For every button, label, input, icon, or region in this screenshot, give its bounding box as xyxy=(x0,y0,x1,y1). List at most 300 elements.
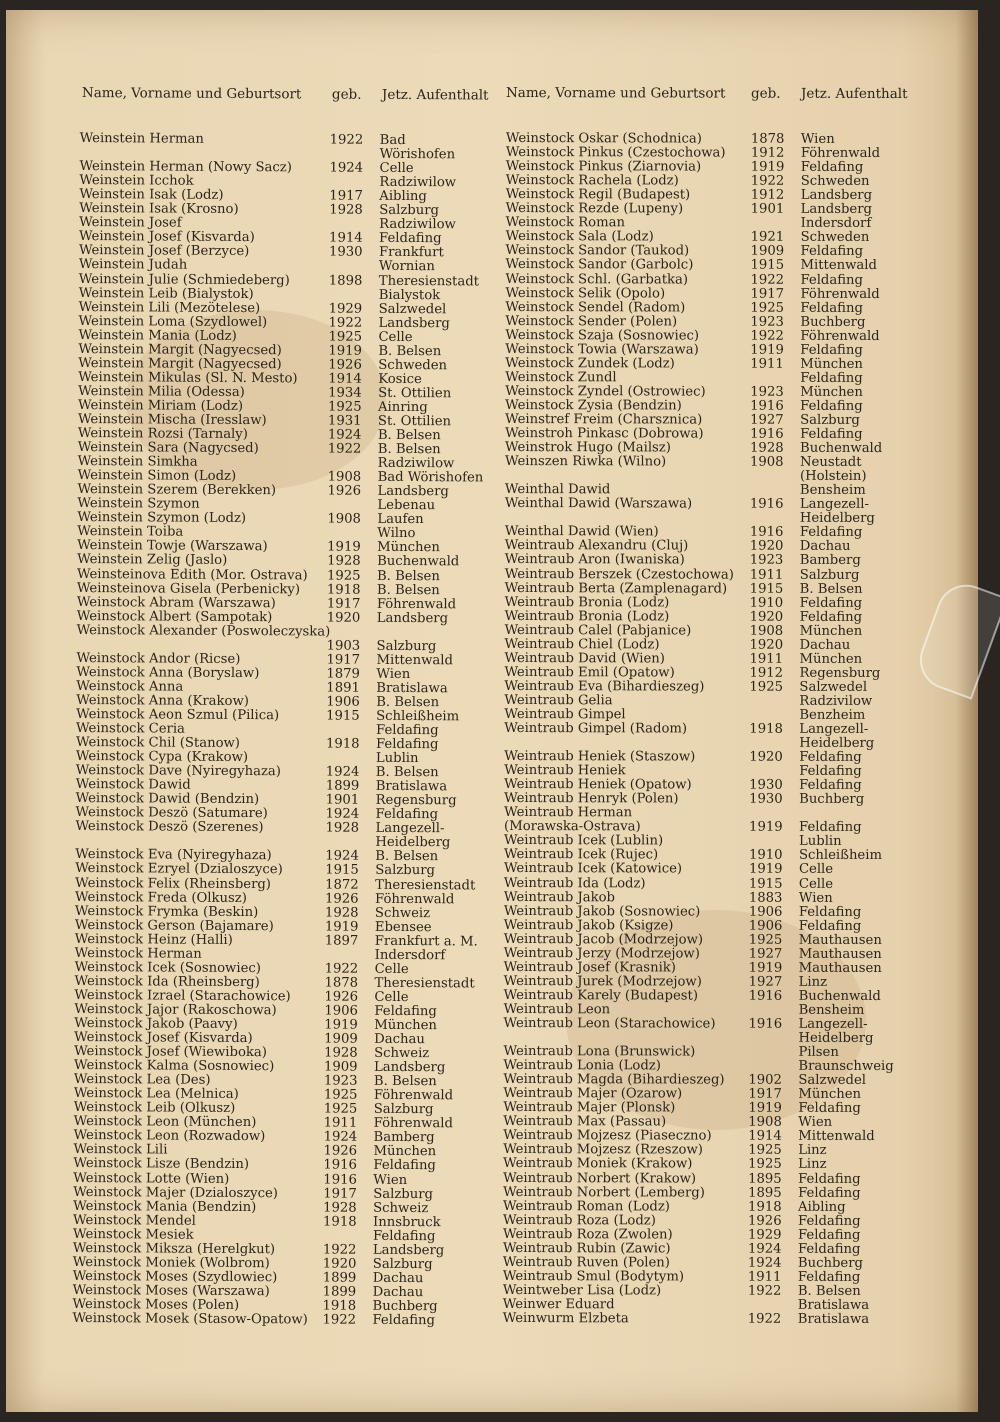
entry-name: Weintraub Lonia (Lodz) xyxy=(503,1058,661,1074)
entry-born: 1922 xyxy=(329,132,364,148)
entry-born: 1897 xyxy=(324,933,359,949)
entry-residence: Celle xyxy=(379,160,414,177)
entry-name: Weintraub Herman xyxy=(504,805,633,821)
entry-born: 1930 xyxy=(749,791,783,807)
entry-born: 1926 xyxy=(327,483,362,499)
entry-born: 1918 xyxy=(749,721,783,737)
entry-born: 1924 xyxy=(325,806,360,823)
entry-residence: Feldafing xyxy=(799,763,862,780)
entry-name: Weinstock Mesiek xyxy=(72,1226,194,1243)
entry-name: Weinstock Lea (Des) xyxy=(73,1072,211,1089)
entry-born: 1928 xyxy=(327,553,361,570)
entry-name: Weinstock Rezde (Lupeny) xyxy=(505,201,684,217)
entry-residence: B. Belsen xyxy=(375,849,439,865)
entry-name: Weinstock Anna (Boryslaw) xyxy=(76,664,260,681)
entry-born: 1916 xyxy=(750,426,784,442)
entry-residence: Föhrenwald xyxy=(800,328,880,344)
entry-residence: Föhrenwald xyxy=(373,1116,453,1132)
entry-residence: Landsberg xyxy=(378,315,450,331)
entry-born: 1916 xyxy=(748,1016,783,1032)
entry-name: Weintraub Jacob (Modrzejow) xyxy=(503,931,704,948)
entry-born: 1922 xyxy=(324,961,359,977)
entry-residence: Wien xyxy=(376,666,411,682)
entry-residence: Kosice xyxy=(378,371,422,387)
entry-residence: Linz xyxy=(798,1143,827,1159)
entry-residence: Salzburg xyxy=(800,412,860,428)
entry-name: Weintraub Mojzesz (Piaseczno) xyxy=(503,1128,712,1144)
entry-residence: Bad Wörishofen xyxy=(377,469,484,486)
entry-born: 1923 xyxy=(750,384,784,400)
entry-residence: Radzivilow xyxy=(799,693,873,709)
entry-residence: Feldafing xyxy=(799,777,862,794)
entry-name: Weintraub Jakob (Sosnowiec) xyxy=(503,903,701,920)
entry-born: 1926 xyxy=(748,1213,782,1229)
entry-name: Weinstock Leon (Rozwadow) xyxy=(73,1128,266,1145)
entry-born: 1914 xyxy=(329,230,363,247)
entry-residence: Buchberg xyxy=(799,792,865,808)
entry-name: Weinstein Josef (Kisvarda) xyxy=(79,229,255,246)
entry-born: 1919 xyxy=(748,1100,782,1117)
entry-born: 1916 xyxy=(748,988,783,1004)
document-page xyxy=(6,10,978,1412)
entry-born: 1922 xyxy=(322,1312,357,1328)
entry-residence: Wien xyxy=(800,131,835,147)
entry-born: 1918 xyxy=(748,1199,782,1215)
entry-born: 1925 xyxy=(327,399,362,415)
entry-born: 1924 xyxy=(327,427,362,443)
entry-residence: Feldafing xyxy=(375,736,439,753)
entry-residence: Dachau xyxy=(372,1270,424,1286)
entry-residence: B. Belsen xyxy=(376,694,440,711)
entry-name: Weinstein Milia (Odessa) xyxy=(78,383,245,400)
entry-residence: Salzwedel xyxy=(799,679,868,695)
entry-born: 1918 xyxy=(322,1298,357,1314)
entry-residence: B. Belsen xyxy=(378,343,442,359)
entry-residence: Feldafing xyxy=(800,300,863,316)
entry-born: 1918 xyxy=(323,1214,357,1230)
entry-residence: B. Belsen xyxy=(376,582,440,598)
entry-residence: Feldafing xyxy=(373,1158,436,1174)
entry-born: 1925 xyxy=(748,1157,782,1173)
right-column xyxy=(503,86,916,1327)
entry-name: Weintweber Lisa (Lodz) xyxy=(502,1282,662,1299)
entry-born: 1902 xyxy=(748,1072,782,1088)
entry-residence: Feldafing xyxy=(372,1312,436,1329)
entry-residence: Salzburg xyxy=(375,863,436,879)
header-residence: Jetz. Aufenthalt xyxy=(800,85,908,103)
entry-born: 1923 xyxy=(749,553,784,569)
entry-name: Weintraub Roza (Lodz) xyxy=(503,1212,656,1229)
entry-name: Weinstock Herman xyxy=(74,945,202,962)
entry-name: Weinstein Rozsi (Tarnaly) xyxy=(77,426,248,443)
entry-residence: Frankfurt a. M. xyxy=(374,933,478,950)
left-entry-list xyxy=(72,118,499,1329)
right-column-header xyxy=(506,86,916,119)
entry-residence: Mauthausen xyxy=(798,946,882,962)
header-residence: Jetz. Aufenthalt xyxy=(381,86,489,104)
entry-name: Weintraub Karely (Budapest) xyxy=(503,987,699,1004)
entry-residence: Langezell- xyxy=(375,821,445,837)
entry-residence: Feldafing xyxy=(375,807,439,823)
entry-name: Weinstock Lotte (Wien) xyxy=(73,1170,230,1187)
entry-name: Weinstock Lea (Melnica) xyxy=(73,1086,239,1103)
list-item xyxy=(504,722,914,737)
entry-name: Weintraub Bronia (Lodz) xyxy=(504,594,670,611)
entry-born: 1920 xyxy=(749,539,784,555)
entry-name: Weinstock Abram (Warszawa) xyxy=(76,594,276,611)
entry-name: Weinstock Zundl xyxy=(505,369,617,386)
entry-residence: Indersdorf xyxy=(800,216,872,232)
entry-name: Weintraub Norbert (Krakow) xyxy=(503,1170,697,1187)
entry-residence: Braunschweig xyxy=(798,1058,894,1075)
entry-residence: Mauthausen xyxy=(798,960,882,976)
entry-residence: München xyxy=(798,1087,862,1103)
entry-name: Weinstock Pinkus (Ziarnovia) xyxy=(505,159,702,175)
entry-name: Weintraub Icek (Rujec) xyxy=(503,847,659,863)
entry-born: 1919 xyxy=(324,1017,358,1033)
entry-born: 1909 xyxy=(750,244,785,260)
entry-name: Weinwurm Elzbeta xyxy=(502,1310,629,1327)
entry-name: Weinstock Lili xyxy=(73,1142,168,1158)
entry-name: Weinstock Dave (Nyiregyhaza) xyxy=(75,763,281,780)
entry-born: 1924 xyxy=(323,1129,358,1146)
entry-residence: Salzburg xyxy=(373,1102,434,1118)
entry-born: 1919 xyxy=(328,343,362,359)
entry-residence: Frankfurt xyxy=(378,245,444,261)
entry-name: Weinstock Moniek (Wolbrom) xyxy=(72,1254,270,1271)
entry-residence: Feldafing xyxy=(797,1269,861,1285)
entry-name: Weintraub Eva (Bihardieszeg) xyxy=(504,678,705,695)
entry-residence: Heidelberg xyxy=(375,835,451,851)
entry-residence: Feldafing xyxy=(379,231,442,247)
entry-name: Weinstock Jakob (Paavy) xyxy=(74,1015,238,1032)
entry-residence: Radziwilow xyxy=(379,175,457,191)
entry-residence: Mittenwald xyxy=(800,258,877,274)
entry-residence: Schweiz xyxy=(373,1200,429,1216)
entry-born: 1922 xyxy=(328,315,363,331)
entry-name: Weinstock Eva (Nyiregyhaza) xyxy=(75,847,272,864)
entry-residence: Feldafing xyxy=(798,1185,861,1201)
entry-name: Weinstock Ceria xyxy=(76,721,185,737)
entry-name: Weinstein Simon (Lodz) xyxy=(77,468,237,485)
entry-name: Weintraub Jakob (Ksigze) xyxy=(503,917,674,934)
entry-born: 1916 xyxy=(749,496,784,512)
entry-residence: Aibling xyxy=(798,1199,846,1215)
entry-born: 1917 xyxy=(326,596,361,612)
entry-residence: Landsberg xyxy=(800,202,873,218)
entry-residence: Theresienstadt xyxy=(375,877,476,893)
entry-name: Weinstock Ida (Rheinsberg) xyxy=(74,973,260,990)
entry-name: Weinstock Ezryel (Dzialoszyce) xyxy=(75,861,283,878)
entry-residence: St. Ottilien xyxy=(377,413,452,430)
entry-residence: Föhrenwald xyxy=(373,1088,454,1104)
entry-name: Weinstock Dawid xyxy=(75,777,191,793)
entry-residence: Feldafing xyxy=(799,749,862,766)
entry-name: Weintraub Emil (Opatow) xyxy=(504,664,675,681)
header-born: geb. xyxy=(750,85,781,102)
entry-residence: Landsberg xyxy=(377,484,449,500)
entry-residence: B. Belsen xyxy=(373,1074,437,1090)
entry-residence: Benzheim xyxy=(799,707,866,723)
entry-born: 1922 xyxy=(327,441,362,457)
entry-residence: Föhrenwald xyxy=(800,286,880,302)
entry-name: Weinstein Lili (Mezötelese) xyxy=(78,299,261,316)
entry-name: Weinstock Roman xyxy=(505,215,625,231)
entry-residence: Wien xyxy=(373,1172,408,1188)
entry-name: Weinstock Josef (Wiewiboka) xyxy=(74,1044,267,1061)
entry-residence: Innsbruck xyxy=(373,1214,441,1230)
entry-born: 1910 xyxy=(748,848,783,864)
entry-born: 1926 xyxy=(324,891,359,907)
entry-born: 1911 xyxy=(749,651,784,667)
entry-name: Weinstock Oskar (Schodnica) xyxy=(505,131,702,147)
entry-name: Weinstein Leib (Bialystok) xyxy=(78,285,254,302)
entry-born: 1930 xyxy=(328,244,363,261)
entry-residence: Radziwilow xyxy=(379,217,456,233)
entry-name: Weinstein Herman (Nowy Sacz) xyxy=(79,159,292,176)
entry-name: Weintraub Majer (Ozarow) xyxy=(503,1086,683,1102)
entry-residence: Heidelberg xyxy=(798,1030,874,1047)
entry-born: 1872 xyxy=(325,877,359,893)
entry-name: Weinstein Szymon xyxy=(77,496,200,513)
entry-name: Weintraub Majer (Plonsk) xyxy=(503,1100,676,1116)
entry-name: Weinstock Regil (Budapest) xyxy=(505,187,691,203)
entry-born: 1927 xyxy=(748,946,783,962)
entry-born: 1919 xyxy=(324,919,359,935)
entry-name: Weintraub Heniek (Opatow) xyxy=(504,777,692,793)
entry-name: Weinstock Sendel (Radom) xyxy=(505,299,686,316)
entry-residence: Wilno xyxy=(377,526,416,542)
entry-name: Weinthal Dawid (Wien) xyxy=(504,524,659,540)
entry-residence: Langezell- xyxy=(799,721,869,737)
entry-born: 1909 xyxy=(324,1031,358,1047)
entry-born: 1908 xyxy=(748,1114,782,1131)
entry-born: 1895 xyxy=(748,1185,782,1201)
entry-name: Weinstock Izrael (Starachowice) xyxy=(74,987,291,1005)
entry-name: Weinstein Toiba xyxy=(77,524,184,540)
entry-born: 1929 xyxy=(747,1227,782,1243)
entry-name: Weinstock Towia (Warszawa) xyxy=(505,341,699,358)
entry-residence: Wornian xyxy=(378,259,435,275)
entry-name: Weinstock Frymka (Beskin) xyxy=(74,903,259,920)
entry-name: Weintraub Jakob xyxy=(503,889,616,905)
entry-residence: Celle xyxy=(374,961,409,977)
entry-born: 1934 xyxy=(328,385,362,401)
entry-name: Weintraub Roman (Lodz) xyxy=(503,1198,670,1215)
entry-name: Weintraub Mojzesz (Rzeszow) xyxy=(503,1142,703,1158)
left-column xyxy=(72,86,500,1329)
entry-residence: Föhrenwald xyxy=(374,891,455,907)
entry-name: Weinstock Rachela (Lodz) xyxy=(505,173,679,189)
entry-born: 1922 xyxy=(750,328,784,344)
entry-name: Weinwer Eduard xyxy=(502,1296,615,1313)
entry-residence: München xyxy=(800,356,863,372)
entry-name: Weintraub Norbert (Lemberg) xyxy=(503,1184,705,1201)
entry-name: Weinstock Pinkus (Czestochowa) xyxy=(505,145,726,161)
entry-born: 1919 xyxy=(750,159,785,175)
entry-born: 1899 xyxy=(322,1284,357,1300)
entry-born: 1917 xyxy=(329,188,363,204)
entry-residence: Bamberg xyxy=(373,1130,435,1146)
entry-born: 1911 xyxy=(749,567,784,583)
entry-name: Weinstock Andor (Ricse) xyxy=(76,650,241,667)
entry-born: 1914 xyxy=(748,1129,782,1145)
entry-name: Weinstein Margit (Nagyecsed) xyxy=(78,341,282,358)
entry-born: 1929 xyxy=(328,301,363,317)
entry-residence: Laufen xyxy=(377,512,424,528)
entry-born: 1906 xyxy=(326,694,360,710)
entry-name: Weintraub Aron (Iwaniska) xyxy=(504,552,685,568)
entry-residence: München xyxy=(799,651,863,667)
entry-residence: Feldafing xyxy=(374,1003,437,1020)
entry-born: 1920 xyxy=(326,610,361,626)
entry-born: 1925 xyxy=(326,568,361,584)
entry-name: Weintraub Leon (Starachowice) xyxy=(503,1015,716,1032)
entry-born: 1922 xyxy=(750,272,785,288)
entry-born: 1908 xyxy=(749,623,784,639)
entry-name: Weintraub Bronia (Lodz) xyxy=(504,608,670,625)
entry-born: 1925 xyxy=(750,300,785,316)
entry-name: Weintraub Gimpel xyxy=(504,706,626,723)
entry-name: Weinstock Deszö (Szerenes) xyxy=(75,819,264,836)
entry-residence: Feldafing xyxy=(800,370,863,386)
entry-name: Weintraub Lona (Brunswick) xyxy=(503,1044,696,1060)
entry-name: Weinstroh Pinkasc (Dobrowa) xyxy=(505,426,704,442)
list-item xyxy=(505,497,915,512)
entry-born: 1920 xyxy=(749,609,784,625)
entry-born: 1926 xyxy=(323,1143,358,1160)
entry-name: Weinstein Herman xyxy=(79,131,204,147)
entry-born: 1878 xyxy=(750,131,785,147)
entry-residence: Mittenwald xyxy=(376,652,453,669)
entry-residence: München xyxy=(799,623,863,639)
entry-born: 1898 xyxy=(328,273,363,289)
entry-name: Weinstein Judah xyxy=(78,257,188,274)
entry-born: 1920 xyxy=(749,637,784,653)
entry-residence: Feldafing xyxy=(799,820,862,836)
entry-residence: Salzburg xyxy=(379,203,440,219)
entry-name: Weinstein Josef (Berzyce) xyxy=(78,243,250,260)
entry-name: Weinstref Freim (Charsznica) xyxy=(505,411,703,428)
entry-name: Weinstock Szaja (Sosnowiec) xyxy=(505,327,700,344)
entry-born: 1925 xyxy=(323,1101,358,1117)
entry-name: Weinstein Simkha xyxy=(77,454,198,470)
entry-born: 1899 xyxy=(325,778,360,794)
entry-born: 1928 xyxy=(323,1200,357,1216)
list-item xyxy=(503,1312,913,1327)
entry-residence: Langezell- xyxy=(799,497,869,513)
entry-residence: Celle xyxy=(374,989,409,1005)
entry-born: 1918 xyxy=(326,582,361,598)
entry-residence: Ainring xyxy=(377,399,428,416)
entry-born: 1928 xyxy=(324,905,359,921)
entry-born: 1916 xyxy=(323,1172,357,1188)
entry-born: 1925 xyxy=(323,1087,358,1103)
entry-residence: Bamberg xyxy=(799,553,861,569)
entry-residence: Föhrenwald xyxy=(376,596,457,612)
entry-name: Weinstock Sala (Lodz) xyxy=(505,229,654,245)
entry-name: Weintraub Heniek xyxy=(504,763,626,779)
entry-residence: Theresienstadt xyxy=(374,975,475,992)
entry-residence: München xyxy=(377,540,440,556)
entry-residence: Feldafing xyxy=(800,342,863,358)
entry-name: Weintraub Berta (Zamplenagard) xyxy=(504,580,728,597)
entry-name: Weinstock Heinz (Halli) xyxy=(74,931,233,948)
entry-born: 1922 xyxy=(747,1283,782,1299)
entry-born: 1915 xyxy=(750,258,785,274)
entry-residence: Dachau xyxy=(372,1284,424,1301)
entry-residence: München xyxy=(373,1144,437,1160)
entry-born: 1908 xyxy=(327,469,362,485)
entry-residence: Buchenwald xyxy=(800,440,883,457)
entry-born: 1926 xyxy=(324,989,359,1005)
entry-residence: Feldafing xyxy=(800,159,864,176)
entry-born: 1928 xyxy=(329,202,363,219)
entry-born: 1916 xyxy=(750,398,784,414)
entry-name: Weinstein Szymon (Lodz) xyxy=(77,510,247,527)
entry-residence: Föhrenwald xyxy=(800,145,881,162)
entry-name: Weinstock Zyndel (Ostrowiec) xyxy=(505,383,706,400)
entry-residence: B. Belsen xyxy=(376,568,440,584)
entry-residence: München xyxy=(800,384,863,400)
entry-name: Weinstein Miriam (Lodz) xyxy=(78,397,244,414)
entry-residence: Neustadt xyxy=(799,454,862,471)
entry-residence: Buchberg xyxy=(372,1298,438,1315)
entry-residence: Aibling xyxy=(379,189,427,205)
entry-residence: Schweden xyxy=(800,173,870,190)
header-born: geb. xyxy=(331,86,362,103)
entry-residence: B. Belsen xyxy=(377,441,441,458)
entry-name: Weinstock Kalma (Sosnowiec) xyxy=(73,1058,275,1075)
entry-name: Weinstein Sara (Nagycsed) xyxy=(77,440,259,457)
entry-name: Weinstock Zysia (Bendzin) xyxy=(505,397,682,414)
entry-residence: Salzwedel xyxy=(378,301,447,317)
entry-residence: Bensheim xyxy=(799,482,866,499)
entry-name: Weintraub Moniek (Krakow) xyxy=(503,1156,693,1172)
entry-residence: Heidelberg xyxy=(799,735,875,752)
entry-name: Weintraub Chiel (Lodz) xyxy=(504,636,660,653)
entry-residence: Salzburg xyxy=(372,1256,433,1272)
entry-born: 1914 xyxy=(328,371,362,387)
entry-residence: B. Belsen xyxy=(799,581,863,597)
entry-residence: Landsberg xyxy=(800,188,873,204)
entry-born: 1917 xyxy=(750,286,785,302)
entry-residence: Bratislawa xyxy=(797,1297,870,1313)
entry-residence: Wien xyxy=(798,1115,833,1131)
entry-name: Weinstock Aeon Szmul (Pilica) xyxy=(76,706,280,724)
entry-born: 1928 xyxy=(324,1045,358,1061)
entry-born: 1928 xyxy=(750,440,784,456)
entry-born: 1903 xyxy=(326,638,361,654)
entry-born: 1912 xyxy=(750,187,785,203)
entry-born: 1920 xyxy=(322,1256,357,1272)
entry-residence: Indersdorf xyxy=(374,947,446,964)
entry-residence: Dachau xyxy=(374,1031,425,1048)
entry-residence: Schleißheim xyxy=(376,708,460,725)
entry-born: 1919 xyxy=(748,862,783,878)
entry-born: 1916 xyxy=(749,524,784,541)
entry-name: Weinthal Dawid (Warszawa) xyxy=(504,496,693,512)
entry-residence: Landsberg xyxy=(376,610,449,626)
entry-name: Weinstein Margit (Nagyecsed) xyxy=(78,355,282,373)
entry-residence: Theresienstadt xyxy=(378,273,480,289)
entry-born: 1925 xyxy=(748,1143,782,1159)
entry-name: Weinstein Szerem (Berekken) xyxy=(77,482,277,499)
entry-name: Weinstein Mikulas (Sl. N. Mesto) xyxy=(78,369,298,387)
entry-name: Weintraub Smul (Bodytym) xyxy=(502,1268,685,1285)
entry-residence: Feldafing xyxy=(800,398,863,414)
entry-name: Weinstock Felix (Rheinsberg) xyxy=(75,875,272,892)
